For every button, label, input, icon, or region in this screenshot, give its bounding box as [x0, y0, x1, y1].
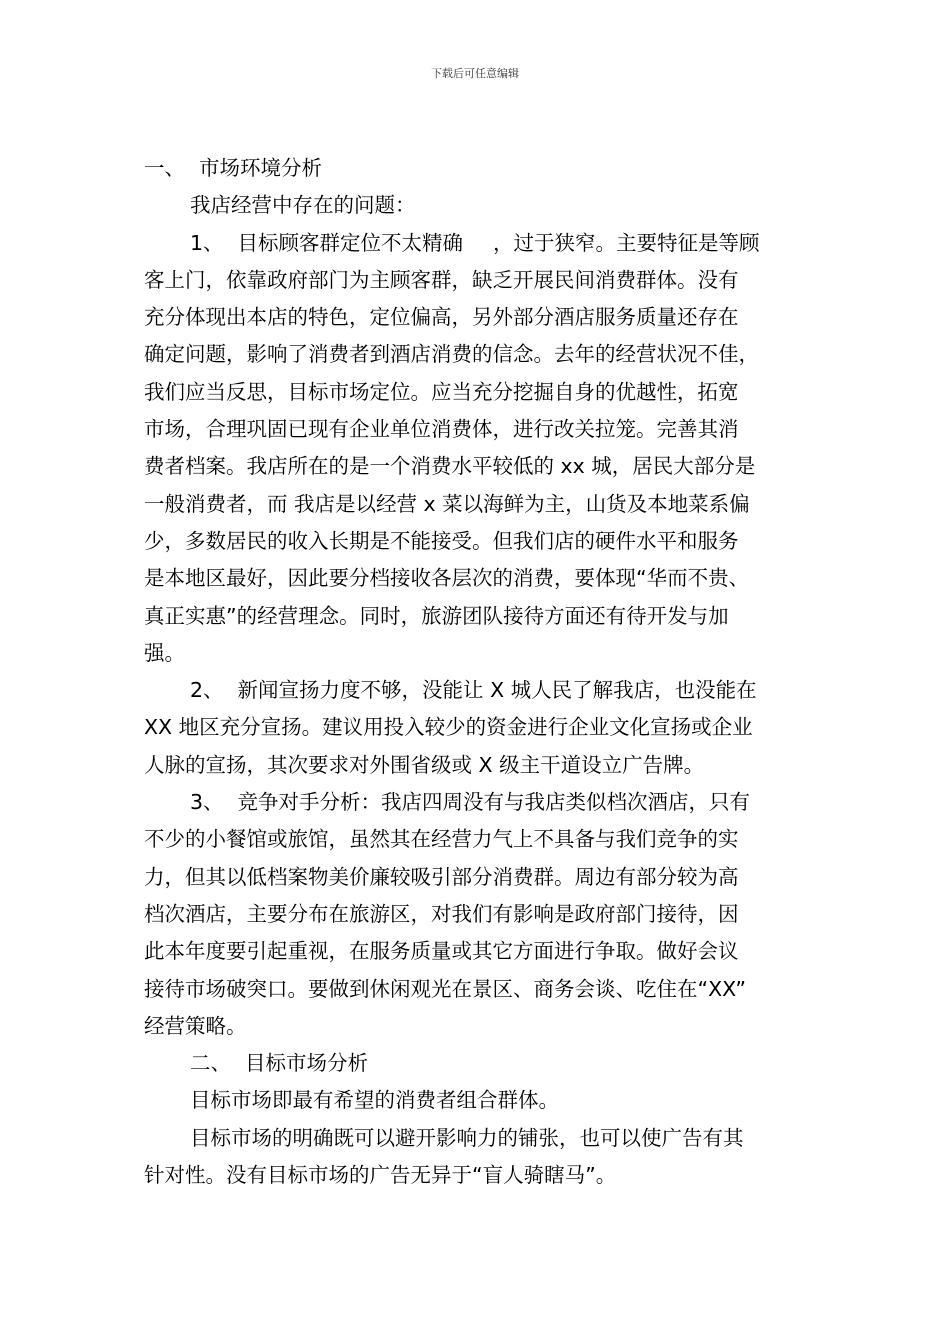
item-text: ，过于狭窄。主要特征是等顾 [493, 230, 760, 255]
section-number: 一、 [144, 156, 185, 180]
section-title: 目标市场分析 [245, 1051, 368, 1076]
section-number: 二、 [190, 1051, 231, 1076]
item3-first-line [144, 784, 814, 821]
item1-line: 少，多数居民的收入长期是不能接受。但我们店的硬件水平和服务 [144, 528, 739, 553]
paragraph: 目标市场即最有希望的消费者组合群体。 [190, 1088, 559, 1113]
intro-paragraph: 我店经营中存在的问题： [190, 193, 416, 218]
item1-line: 确定问题，影响了消费者到酒店消费的信念。去年的经营状况不佳， [144, 342, 759, 367]
item-text: 目标顾客群定位不太精确 [237, 230, 464, 255]
item1-line: 我们应当反思，目标市场定位。应当充分挖掘自身的优越性，拓宽 [144, 379, 739, 404]
document-body [144, 150, 814, 1194]
item2-line: XX 地区充分宣扬。建议用投入较少的资金进行企业文化宣扬或企业 [144, 715, 753, 740]
item1-line: 费者档案。我店所在的是一个消费水平较低的 xx 城，居民大部分是 [144, 454, 756, 479]
section-heading-1 [144, 150, 814, 187]
item1-line: 强。 [144, 640, 185, 665]
item-number: 1、 [190, 230, 224, 255]
item1-line: 充分体现出本店的特色，定位偏高，另外部分酒店服务质量还存在 [144, 305, 739, 330]
item2-first-line [144, 672, 814, 709]
section-heading-2 [144, 1045, 814, 1082]
item1-line: 客上门，依靠政府部门为主顾客群，缺乏开展民间消费群体。没有 [144, 267, 739, 292]
item-number: 2、 [190, 678, 224, 703]
paragraph-line: 目标市场的明确既可以避开影响力的铺张，也可以使广告有其 [190, 1125, 744, 1150]
item3-line: 接待市场破突口。要做到休闲观光在景区、商务会谈、吃住在“XX” [144, 976, 746, 1001]
item3-line: 此本年度要引起重视，在服务质量或其它方面进行争取。做好会议 [144, 939, 739, 964]
item-number: 3、 [190, 790, 224, 815]
item-text: 竞争对手分析：我店四周没有与我店类似档次酒店，只有 [237, 790, 751, 815]
item3-line: 档次酒店，主要分布在旅游区，对我们有影响是政府部门接待，因 [144, 901, 739, 926]
item3-line: 经营策略。 [144, 1013, 247, 1038]
item1-line: 真正实惠”的经营理念。同时，旅游团队接待方面还有待开发与加 [144, 603, 729, 628]
item2-line: 人脉的宣扬，其次要求对外围省级或 X 级主干道设立广告牌。 [144, 752, 705, 777]
item1-line: 市场，合理巩固已现有企业单位消费体，进行改关拉笼。完善其消 [144, 417, 739, 442]
item1-line: 是本地区最好，因此要分档接收各层次的消费，要体现“华而不贵、 [144, 566, 750, 591]
item3-line: 力，但其以低档案物美价廉较吸引部分消费群。周边有部分较为高 [144, 864, 739, 889]
paragraph-line: 针对性。没有目标市场的广告无异于“盲人骑瞎马”。 [144, 1163, 617, 1188]
item1-line: 一般消费者，而 我店是以经营 x 菜以海鲜为主，山货及本地菜系偏 [144, 491, 750, 516]
section-title: 市场环境分析 [199, 156, 322, 180]
item1-first-line [144, 225, 814, 262]
item-text: 新闻宣扬力度不够，没能让 X 城人民了解我店，也没能在 [237, 678, 757, 703]
page-header: 下载后可任意编辑 [431, 67, 519, 80]
item3-line: 不少的小餐馆或旅馆，虽然其在经营力气上不具备与我们竞争的实 [144, 827, 739, 852]
